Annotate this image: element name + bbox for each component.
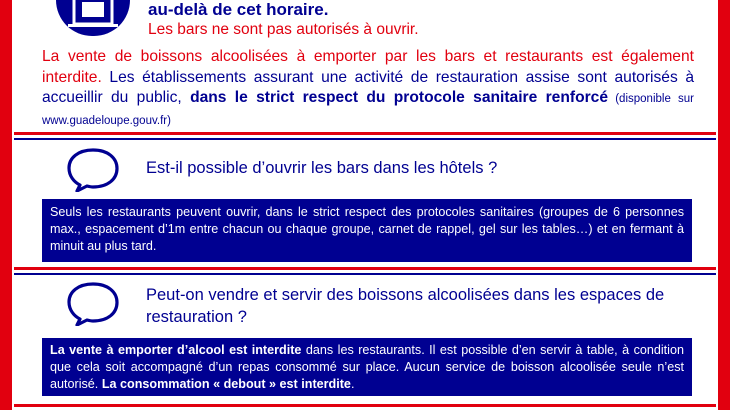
faq-question-1: Est-il possible d’ouvrir les bars dans les hôtels ? xyxy=(146,159,498,177)
speech-bubble-icon xyxy=(64,146,122,192)
left-red-border xyxy=(0,0,12,410)
storefront-icon xyxy=(56,0,130,36)
section-divider-red xyxy=(14,267,716,270)
seated-dining-text: Les établissements assurant une activité de restauration assise sont autorisés à accueillir du public, xyxy=(42,68,694,106)
answer-end-text: . xyxy=(350,377,355,391)
takeaway-alcohol-ban-text: La vente à emporter d’alcool est interdite xyxy=(50,343,302,357)
speech-bubble-icon xyxy=(64,280,122,326)
section-divider-red xyxy=(14,404,716,407)
section-divider-blue xyxy=(14,273,716,275)
takeaway-ban-text: La vente de boissons alcoolisées à emporter par les bars et restaurants est également interdite. xyxy=(42,48,694,86)
standing-ban-text: La consommation « debout » est interdite xyxy=(101,377,351,391)
faq-answer-2 xyxy=(42,338,692,396)
sanitary-protocol-text: dans le strict respect du protocole sanitaire renforcé xyxy=(190,89,609,106)
faq-answer-1: Seuls les restaurants peuvent ouvrir, dans le strict respect des protocoles sanitaires (groupes de 6 personnes max., espacement d’1m entre chacun ou chaque groupe, carnet de rappel, gel sur les tables…) et en fermant à minuit au plus tard. xyxy=(42,199,692,262)
right-red-border xyxy=(718,0,730,410)
closing-hours-text: au-delà de cet horaire. xyxy=(148,0,329,19)
faq-question-2: Peut-on vendre et servir des boissons alcoolisées dans les espaces de restauration ? xyxy=(146,286,665,326)
section-divider-blue xyxy=(14,138,716,140)
source-note: (disponible sur www.guadeloupe.gouv.fr) xyxy=(42,93,695,127)
bars-closed-notice: Les bars ne sont pas autorisés à ouvrir. xyxy=(148,21,419,38)
section-divider-red xyxy=(14,132,716,135)
intro-paragraph xyxy=(42,47,694,131)
table-service-text: dans les restaurants. Il est possible d’en servir à table, à condition que cela soit accompagné d’un repas consommé sur place. Aucun service de boisson alcoolisée seule n’est autorisé. xyxy=(50,343,684,391)
